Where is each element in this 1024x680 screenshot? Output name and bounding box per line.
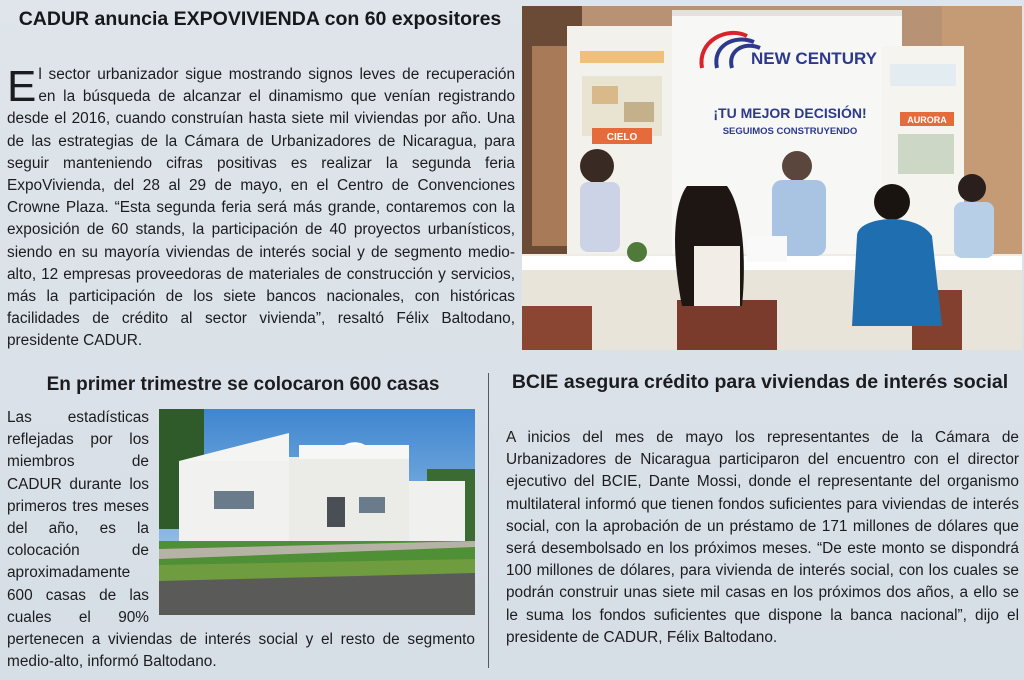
article3-body: A inicios del mes de mayo los representantes de la Cámara de Urbanizadores de Nicaragua participaron del encuentro con el director ejecutivo del BCIE, Dante Mossi, donde el representante del organismo multilateral informó que tienen fondos suficientes para viviendas de interés social, con la aprobación de un préstamo de 171 millones de dólares que será desembolsado en los próximos meses. “De este monto se dispondrá 100 millones de dólares, para vivienda de interés social, con los cuales se podrán construir unas siete mil casas en los próximos dos años, a ello se le suma los fondos suficientes que dispone la banca nacional”, dijo el presidente de CADUR, Félix Baltodano. bbox=[506, 429, 1019, 646]
article2-text: Las estadísticas reflejadas por los miembros de CADUR durante los primeros tres meses del año, es la colocación de aproximadamente 600 casas de las cuales el 90% pertenecen a viviendas de interés social y el resto de segmento medio-alto, informó Baltodano. bbox=[7, 409, 475, 671]
expovivienda-booth-photo bbox=[522, 6, 1022, 350]
article1-body bbox=[7, 64, 515, 353]
article2-body bbox=[7, 407, 475, 673]
panel-cielo-label: CIELO bbox=[606, 132, 638, 143]
booth-brand-text: NEW CENTURY bbox=[751, 49, 877, 68]
article1-dropcap: E bbox=[7, 62, 37, 111]
article3-headline: BCIE asegura crédito para viviendas de interés social bbox=[511, 371, 1009, 393]
article2-headline: En primer trimestre se colocaron 600 casas bbox=[46, 374, 440, 395]
article1-headline: CADUR anuncia EXPOVIVIENDA con 60 expositores bbox=[18, 8, 502, 30]
article1-text: l sector urbanizador sigue mostrando signos leves de recuperación en la búsqueda de alcanzar el dinamismo que venían registrando desde el 2016, cuando construían hasta siete mil viviendas por año. Una de las estrategias de la Cámara de Urbanizadores de Nicaragua, para seguir manteniendo cifras positivas es realizar la segunda feria ExpoVivienda, del 28 al 29 de mayo, en el Centro de Convenciones Crowne Plaza. “Esta segunda feria será más grande, contaremos con la exposición de 60 stands, la participación de 40 proyectos urbanísticos, siendo en su mayoría viviendas de interés social y de segmento medio-alto, 12 empresas proveedoras de materiales de construcción y servicios, más la participación de los siete bancos nacionales, con históricas facilidades de crédito al sector vivienda”, resaltó Félix Baltodano, presidente CADUR. bbox=[7, 66, 515, 350]
column-divider bbox=[488, 373, 489, 668]
booth-subslogan-text: SEGUIMOS CONSTRUYENDO bbox=[722, 126, 858, 137]
booth-slogan-text: ¡TU MEJOR DECISIÓN! bbox=[713, 105, 867, 121]
house-photo bbox=[159, 409, 475, 615]
panel-aurora-label: AURORA bbox=[907, 115, 947, 125]
